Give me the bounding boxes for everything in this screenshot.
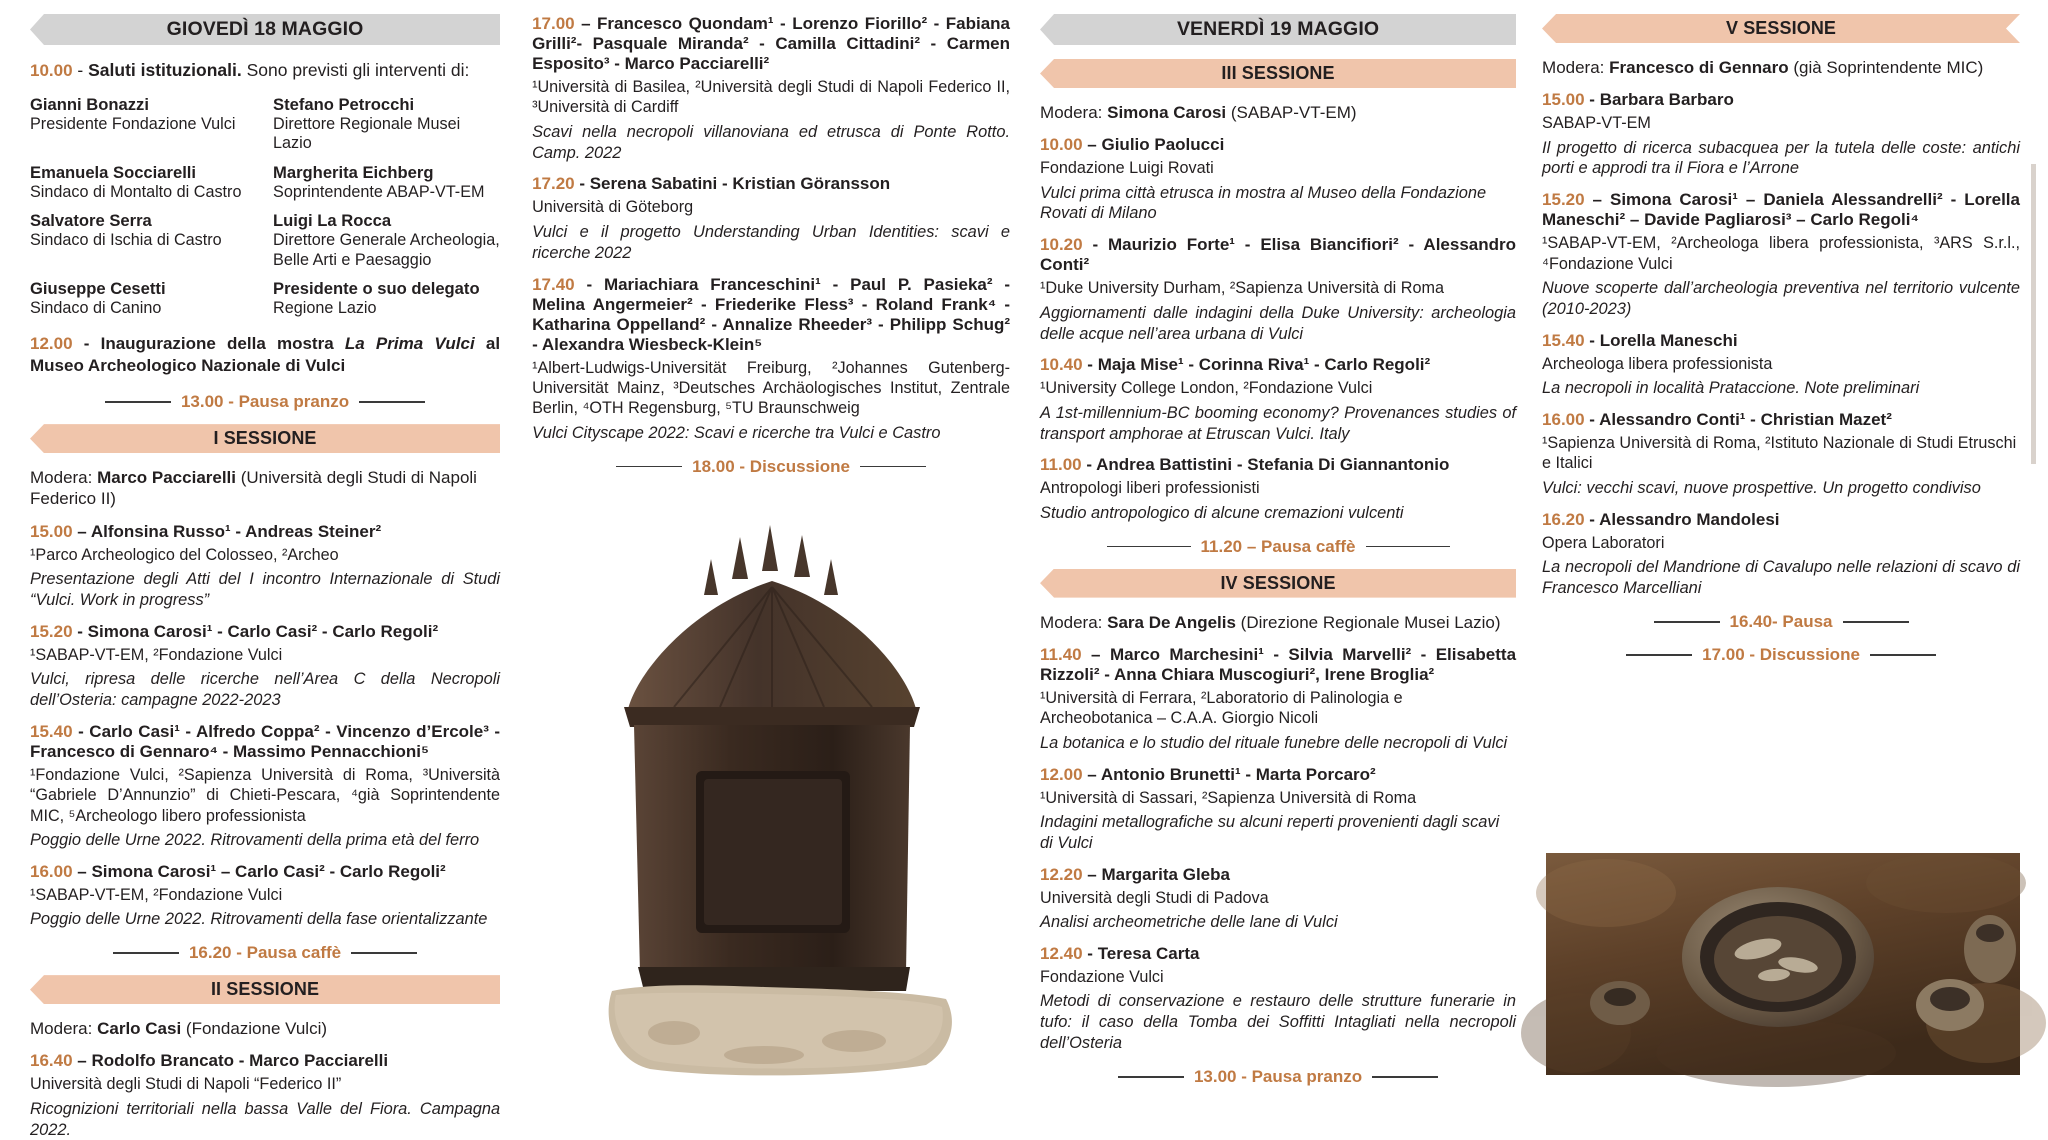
entry-affiliations: Università degli Studi di Padova — [1040, 888, 1269, 907]
modera-label: Modera: — [30, 468, 98, 488]
pause-coffee-session3 — [1040, 537, 1516, 557]
banner-sessione-iv — [1040, 569, 1516, 598]
banner-giovedi — [30, 14, 500, 45]
entry-heading — [1040, 455, 1516, 475]
moderator-session-5 — [1542, 57, 2020, 78]
divider-rule-left — [1107, 546, 1191, 548]
inauguration-time: 12.00 — [30, 334, 73, 354]
official-item — [30, 211, 257, 270]
entry-time: 15.20 — [1542, 190, 1585, 210]
divider-rule-left — [1654, 621, 1720, 623]
entry-speakers: Teresa Carta — [1097, 943, 1200, 963]
entry-sep: - — [1082, 943, 1098, 963]
entry-affiliations: Antropologi liberi professionisti — [1040, 479, 1260, 498]
discussion-label: 18.00 - Discussione — [692, 456, 850, 476]
discussion-label: 17.00 - Discussione — [1702, 644, 1860, 664]
entry-time: 15.40 — [1542, 330, 1585, 350]
modera-label: Modera: — [1040, 103, 1108, 122]
banner-venerdi-label: VENERDÌ 19 MAGGIO — [1176, 18, 1380, 40]
officials-grid — [30, 95, 500, 318]
entry-sep: - — [1081, 455, 1097, 475]
entry-speakers: Lorella Maneschi — [1599, 330, 1738, 350]
entry-time: 10.20 — [1040, 235, 1083, 255]
entry-speakers: Serena Sabatini - Kristian Göransson — [589, 174, 891, 194]
entry-speakers: Maurizio Forte¹ - Elisa Biancifiori² - Alessandro Conti² — [1040, 235, 1517, 275]
official-name: Emanuela Socciarelli — [30, 162, 197, 182]
entry-affiliations: SABAP-VT-EM — [1542, 114, 1651, 133]
pause-coffee-label: 16.20 - Pausa caffè — [188, 943, 342, 963]
divider-rule-right — [1366, 546, 1450, 548]
official-role: Presidente Fondazione Vulci — [30, 115, 236, 133]
entry-affiliations: ¹Università di Sassari, ²Sapienza Università di Roma — [1040, 788, 1417, 807]
entry-title: La botanica e lo studio del rituale funebre delle necropoli di Vulci — [1040, 733, 1508, 752]
entry-sep: – — [1584, 190, 1610, 210]
entry-time: 17.00 — [532, 14, 575, 33]
entry-heading — [1040, 944, 1516, 964]
entry-title: Scavi nella necropoli villanoviana ed etrusca di Ponte Rotto. Camp. 2022 — [532, 122, 1011, 162]
greeting-rest: Sono previsti gli interventi di: — [241, 60, 470, 80]
entry-affiliations: Opera Laboratori — [1542, 533, 1665, 552]
official-name: Presidente o suo delegato — [273, 279, 480, 298]
entry-heading — [532, 275, 1010, 355]
official-role: Sindaco di Ischia di Castro — [30, 231, 222, 250]
official-role: Sindaco di Montalto di Castro — [30, 182, 242, 201]
modera-label: Modera: — [1542, 58, 1610, 77]
column-thursday — [12, 14, 518, 1139]
divider-rule-right — [860, 466, 926, 468]
official-item — [273, 211, 500, 270]
entry-heading — [1040, 765, 1516, 785]
entry-time: 15.20 — [30, 621, 73, 641]
entry-sep: - — [1082, 235, 1108, 255]
greeting-line — [30, 59, 500, 82]
entry-affiliations: ¹Parco Archeologico del Colosseo, ²Archeo — [30, 545, 339, 564]
program-entry — [532, 275, 1010, 444]
divider-rule-left — [616, 466, 682, 468]
excavation-illustration — [1546, 853, 2020, 1075]
entry-time: 16.40 — [30, 1051, 73, 1071]
entry-title: La necropoli del Mandrione di Cavalupo nelle relazioni di scavo di Francesco Marcelliani — [1542, 558, 2020, 597]
entry-heading — [1040, 355, 1516, 375]
greeting-dash: - — [77, 60, 84, 80]
official-name: Salvatore Serra — [30, 211, 152, 231]
entry-time: 17.40 — [532, 274, 575, 294]
entry-heading — [1542, 190, 2020, 230]
modera-label: Modera: — [1040, 612, 1108, 632]
official-role: Soprintendente ABAP-VT-EM — [273, 182, 485, 201]
entry-affiliations: ¹Sapienza Università di Roma, ²Istituto Nazionale di Studi Etruschi e Italici — [1542, 434, 2017, 473]
discussion-day1 — [532, 457, 1010, 477]
entry-sep: - — [72, 721, 90, 741]
entry-sep: – — [72, 1051, 92, 1071]
program-entry — [1040, 135, 1516, 224]
pause-coffee-session1 — [30, 943, 500, 963]
entry-time: 16.00 — [1542, 410, 1585, 430]
entry-sep: - — [1584, 509, 1600, 529]
program-entry — [1542, 510, 2020, 599]
entry-affiliations: Fondazione Vulci — [1040, 967, 1164, 986]
entry-speakers: Simona Carosi¹ – Daniela Alessandrelli² - Lorella Maneschi² – Davide Pagliarosi³ – Carlo Regoli⁴ — [1542, 190, 2020, 230]
column-friday — [1024, 14, 1530, 1086]
entry-time: 16.00 — [30, 861, 73, 881]
official-role: Sindaco di Canino — [30, 298, 162, 317]
entry-title: Vulci e il progetto Understanding Urban Identities: scavi e ricerche 2022 — [532, 222, 1011, 262]
entry-heading — [1542, 410, 2020, 430]
divider-rule-right — [1870, 654, 1936, 656]
entry-title: Nuove scoperte dall’archeologia preventiva nel territorio vulcente (2010-2023) — [1542, 279, 2020, 318]
banner-venerdi — [1040, 14, 1516, 45]
entry-speakers: Alessandro Mandolesi — [1599, 509, 1780, 529]
entry-title: Analisi archeometriche delle lane di Vulci — [1040, 913, 1338, 932]
entry-speakers: Antonio Brunetti¹ - Marta Porcaro² — [1100, 764, 1376, 784]
entry-title: Indagini metallografiche su alcuni reperti provenienti dagli scavi di Vulci — [1040, 812, 1500, 852]
hut-urn-photo — [554, 521, 994, 1081]
program-entry — [30, 1051, 500, 1140]
entry-sep: – — [1082, 764, 1101, 784]
entry-title: Poggio delle Urne 2022. Ritrovamenti della fase orientalizzante — [30, 910, 488, 929]
entry-title: Aggiornamenti dalle indagini della Duke University: archeologia delle acque nell’area urbana di Vulci — [1040, 303, 1517, 343]
divider-rule-left — [1118, 1076, 1184, 1078]
entry-time: 12.40 — [1040, 943, 1083, 963]
modera-name: Marco Pacciarelli — [97, 468, 237, 488]
banner-sessione-iv-label: IV SESSIONE — [1220, 572, 1336, 593]
official-name: Luigi La Rocca — [273, 211, 392, 231]
entry-speakers: Simona Carosi¹ - Carlo Casi² - Carlo Regoli² — [87, 621, 439, 641]
program-entry — [1040, 944, 1516, 1054]
entry-time: 16.20 — [1542, 509, 1585, 529]
official-role: Direttore Regionale Musei Lazio — [273, 115, 461, 153]
banner-sessione-ii-label: II SESSIONE — [210, 979, 320, 1000]
program-entry — [1542, 90, 2020, 179]
program-entry — [30, 722, 500, 851]
banner-sessione-i-label: I SESSIONE — [213, 428, 317, 449]
entry-sep: – — [1082, 864, 1102, 884]
official-name: Giuseppe Cesetti — [30, 279, 166, 298]
banner-sessione-v-label: V SESSIONE — [1725, 18, 1837, 38]
entry-heading — [532, 14, 1010, 74]
hut-urn-illustration — [554, 521, 994, 1081]
modera-affiliation: (Fondazione Vulci) — [181, 1019, 328, 1039]
pause-coffee-label: 11.20 – Pausa caffè — [1200, 536, 1356, 556]
entry-sep: - — [1584, 330, 1600, 350]
entry-speakers: Carlo Casi¹ - Alfredo Coppa² - Vincenzo d’Ercole³ - Francesco di Gennaro⁴ - Massimo Pennacchioni⁵ — [30, 721, 501, 761]
official-item — [30, 95, 257, 154]
modera-name: Francesco di Gennaro — [1609, 58, 1789, 77]
entry-title: Vulci, ripresa delle ricerche nell’Area C della Necropoli dell’Osteria: campagne 2022-2023 — [30, 670, 501, 709]
entry-sep: – — [1081, 644, 1110, 664]
entry-time: 17.20 — [532, 174, 575, 194]
entry-title: Poggio delle Urne 2022. Ritrovamenti della prima età del ferro — [30, 831, 480, 849]
modera-name: Carlo Casi — [97, 1019, 182, 1039]
entry-title: Studio antropologico di alcune cremazioni vulcenti — [1040, 503, 1404, 522]
greeting-bold: Saluti istituzionali. — [88, 60, 242, 80]
modera-affiliation: (Università degli Studi di Napoli Federico II) — [30, 468, 477, 509]
entry-affiliations: ¹University College London, ²Fondazione Vulci — [1040, 379, 1373, 398]
pause-session5 — [1542, 612, 2020, 632]
moderator-session-2 — [30, 1018, 500, 1039]
entry-heading — [1542, 90, 2020, 110]
entry-speakers: Alessandro Conti¹ - Christian Mazet² — [1599, 410, 1892, 430]
entry-title: Vulci Cityscape 2022: Scavi e ricerche tra Vulci e Castro — [532, 423, 941, 442]
excavation-photo — [1546, 853, 2020, 1075]
modera-name: Simona Carosi — [1107, 103, 1227, 122]
entry-heading — [1040, 135, 1516, 155]
modera-affiliation: (Direzione Regionale Musei Lazio) — [1235, 612, 1501, 632]
official-item — [273, 163, 500, 202]
discussion-day2 — [1542, 645, 2020, 665]
entry-affiliations: ¹Fondazione Vulci, ²Sapienza Università di Roma, ³Università “Gabriele D’Annunzio” di Chieti-Pescara, ⁴già Soprintendente MIC, ⁵Archeologo libero professionista — [30, 765, 501, 825]
program-entry — [1040, 765, 1516, 854]
column-thursday-continued — [518, 14, 1024, 1081]
inauguration-post: al Museo Archeologico Nazionale di Vulci — [30, 334, 501, 375]
entry-sep: - — [574, 274, 604, 294]
inauguration-exhibition-title: La Prima Vulci — [344, 334, 475, 354]
program-entry — [1542, 410, 2020, 499]
official-item — [273, 95, 500, 154]
entry-title: Metodi di conservazione e restauro delle strutture funerarie in tufo: il caso della Tomba dei Soffitti Intagliati nella necropoli dell’Osteria — [1040, 992, 1517, 1052]
program-entry — [532, 14, 1010, 163]
entry-heading — [1040, 865, 1516, 885]
program-entry — [1542, 331, 2020, 399]
official-name: Stefano Petrocchi — [273, 95, 415, 115]
modera-affiliation: (già Soprintendente MIC) — [1788, 58, 1984, 77]
program-entry — [1040, 455, 1516, 523]
entry-heading — [30, 862, 500, 882]
entry-time: 10.40 — [1040, 355, 1083, 375]
divider-rule-right — [351, 952, 417, 954]
divider-rule-left — [1626, 654, 1692, 656]
moderator-session-1 — [30, 467, 500, 510]
entry-title: Vulci prima città etrusca in mostra al Museo della Fondazione Rovati di Milano — [1040, 183, 1487, 223]
entry-time: 15.00 — [30, 521, 73, 541]
entry-sep: - — [574, 174, 590, 194]
program-entry — [1542, 190, 2020, 319]
entry-time: 12.00 — [1040, 764, 1083, 784]
entry-sep: – — [574, 14, 598, 33]
entry-affiliations: ¹SABAP-VT-EM, ²Archeologa libera professionista, ³ARS S.r.l., ⁴Fondazione Vulci — [1542, 234, 2020, 273]
program-entry — [30, 522, 500, 611]
entry-affiliations: ¹Università di Basilea, ²Università degli Studi di Napoli Federico II, ³Università di Cardiff — [532, 78, 1011, 117]
entry-time: 12.20 — [1040, 864, 1083, 884]
pause-lunch-label: 13.00 - Pausa pranzo — [180, 392, 350, 412]
program-entry — [30, 622, 500, 711]
entry-heading — [30, 522, 500, 542]
entry-sep: – — [72, 521, 91, 541]
moderator-session-4 — [1040, 612, 1516, 633]
banner-sessione-i — [30, 424, 500, 453]
banner-sessione-ii — [30, 975, 500, 1004]
entry-heading — [30, 1051, 500, 1071]
pause-lunch-day1 — [30, 392, 500, 412]
entry-speakers: Alfonsina Russo¹ - Andreas Steiner² — [90, 521, 382, 541]
entry-title: Vulci: vecchi scavi, nuove prospettive. Un progetto condiviso — [1542, 478, 1981, 497]
entry-time: 11.00 — [1040, 455, 1082, 475]
official-item — [30, 279, 257, 318]
entry-heading — [30, 722, 500, 762]
entry-sep: - — [1584, 90, 1600, 110]
entry-affiliations: Archeologa libera professionista — [1542, 354, 1773, 373]
entry-heading — [1542, 331, 2020, 351]
entry-title: A 1st-millennium-BC booming economy? Provenances studies of transport amphorae at Etruscan Vulci. Italy — [1040, 403, 1517, 443]
pause-lunch-label: 13.00 - Pausa pranzo — [1193, 1066, 1363, 1086]
divider-rule-left — [113, 952, 179, 954]
column-session-v — [1530, 14, 2036, 1081]
program-entry — [1040, 355, 1516, 444]
entry-sep: – — [72, 861, 92, 881]
entry-speakers: Giulio Paolucci — [1101, 135, 1225, 155]
right-edge-bar — [2031, 164, 2036, 464]
entry-sep: - — [1584, 410, 1600, 430]
banner-sessione-iii — [1040, 59, 1516, 88]
program-entry — [30, 862, 500, 930]
entry-affiliations: Università degli Studi di Napoli “Federico II” — [30, 1075, 342, 1094]
entry-time: 15.40 — [30, 721, 73, 741]
entry-speakers: Margarita Gleba — [1101, 864, 1230, 884]
divider-rule-left — [105, 401, 171, 403]
entry-affiliations: Fondazione Luigi Rovati — [1040, 159, 1214, 178]
entry-affiliations: ¹Università di Ferrara, ²Laboratorio di Palinologia e Archeobotanica – C.A.A. Giorgio Nicoli — [1040, 688, 1403, 728]
entry-speakers: Mariachiara Franceschini¹ - Paul P. Pasieka² - Melina Angermeier² - Friederike Fless³ - Roland Frank⁴ - Katharina Oppelland² - Annalize Rheeder³ - Philipp Schug² - Alexandra Wiesbeck-Klein⁵ — [532, 274, 1011, 354]
official-role: Direttore Generale Archeologia, Belle Arti e Paesaggio — [273, 231, 500, 269]
program-entry — [1040, 865, 1516, 933]
greeting-time: 10.00 — [30, 61, 73, 80]
entry-heading — [1040, 235, 1516, 275]
entry-affiliations: ¹SABAP-VT-EM, ²Fondazione Vulci — [30, 885, 283, 904]
program-entry — [1040, 235, 1516, 344]
entry-speakers: Barbara Barbaro — [1599, 90, 1734, 110]
official-name: Gianni Bonazzi — [30, 95, 149, 115]
program-entry — [532, 174, 1010, 263]
pause-label: 16.40- Pausa — [1729, 611, 1833, 631]
entry-speakers: Maja Mise¹ - Corinna Riva¹ - Carlo Regoli² — [1097, 355, 1431, 375]
entry-speakers: Andrea Battistini - Stefania Di Giannantonio — [1096, 455, 1450, 475]
entry-affiliations: ¹Albert-Ludwigs-Universität Freiburg, ²Johannes Gutenberg-Universität Mainz, ³Deutsches Archäologisches Institut, Zentrale Berlin, ⁴OTH Regensburg, ⁵TU Braunschweig — [532, 358, 1011, 418]
entry-heading — [30, 622, 500, 642]
entry-sep: - — [72, 621, 88, 641]
pause-lunch-day2 — [1040, 1067, 1516, 1087]
divider-rule-right — [1843, 621, 1909, 623]
official-item — [273, 279, 500, 318]
entry-speakers: Simona Carosi¹ – Carlo Casi² - Carlo Regoli² — [91, 861, 446, 881]
modera-label: Modera: — [30, 1019, 98, 1039]
modera-affiliation: (SABAP-VT-EM) — [1226, 103, 1357, 122]
entry-title: Ricognizioni territoriali nella bassa Valle del Fiora. Campagna 2022. — [30, 1099, 501, 1139]
entry-affiliations: ¹Duke University Durham, ²Sapienza Università di Roma — [1040, 279, 1444, 298]
banner-giovedi-label: GIOVEDÌ 18 MAGGIO — [166, 18, 364, 40]
entry-affiliations: Università di Göteborg — [532, 198, 694, 217]
entry-speakers: Francesco Quondam¹ - Lorenzo Fiorillo² - Fabiana Grilli²- Pasquale Miranda² - Camilla Cittadini² - Carmen Esposito³ - Marco Pacciarelli² — [532, 14, 1011, 73]
banner-sessione-iii-label: III SESSIONE — [1221, 63, 1335, 83]
entry-speakers: Marco Marchesini¹ - Silvia Marvelli² - Elisabetta Rizzoli² - Anna Chiara Muscogiuri², Irene Broglia² — [1040, 644, 1517, 684]
entry-speakers: Rodolfo Brancato - Marco Pacciarelli — [91, 1051, 389, 1071]
entry-heading — [1542, 510, 2020, 530]
entry-sep: - — [1082, 355, 1098, 375]
modera-name: Sara De Angelis — [1107, 612, 1236, 632]
entry-sep: – — [1082, 135, 1102, 155]
official-name: Margherita Eichberg — [273, 162, 434, 182]
entry-time: 10.00 — [1040, 135, 1083, 155]
official-role: Regione Lazio — [273, 298, 377, 317]
inauguration-pre: - Inaugurazione della mostra — [72, 334, 345, 354]
entry-title: Il progetto di ricerca subacquea per la tutela delle coste: antichi porti e approdi tra il Fiora e l’Arrone — [1542, 138, 2020, 178]
banner-sessione-v — [1542, 14, 2020, 43]
entry-title: Presentazione degli Atti del I incontro Internazionale di Studi “Vulci. Work in progress” — [30, 570, 501, 609]
entry-heading — [532, 174, 1010, 194]
entry-affiliations: ¹SABAP-VT-EM, ²Fondazione Vulci — [30, 645, 283, 664]
divider-rule-right — [359, 401, 425, 403]
divider-rule-right — [1372, 1076, 1438, 1078]
entry-title: La necropoli in località Prataccione. Note preliminari — [1542, 379, 1920, 398]
entry-time: 11.40 — [1040, 644, 1082, 664]
entry-time: 15.00 — [1542, 90, 1585, 110]
program-entry — [1040, 645, 1516, 754]
entry-heading — [1040, 645, 1516, 685]
inauguration-line — [30, 333, 500, 376]
moderator-session-3 — [1040, 102, 1516, 123]
official-item — [30, 163, 257, 202]
